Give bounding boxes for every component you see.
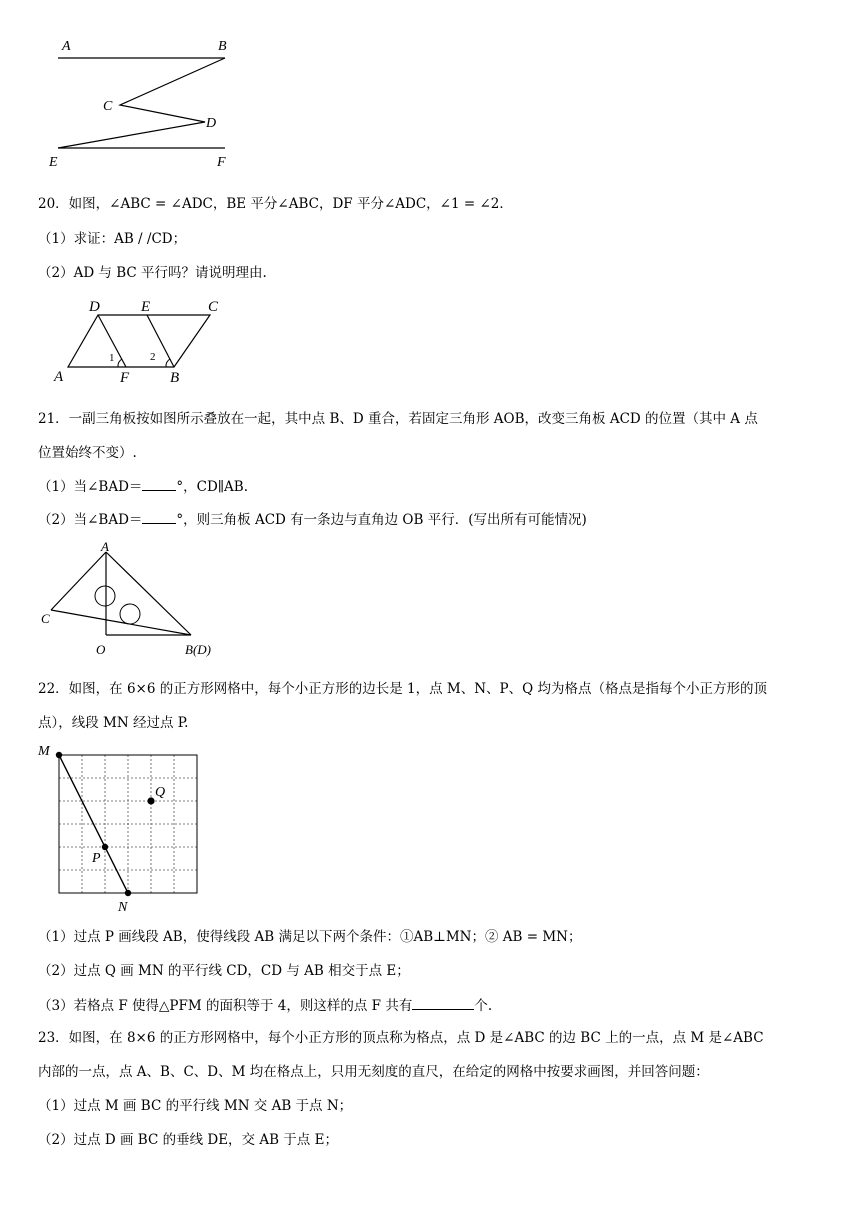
angle-1-arc xyxy=(118,359,122,367)
label-a: A xyxy=(62,39,71,54)
q22-part3 xyxy=(38,995,492,1016)
label-e: E xyxy=(49,155,58,170)
q21-part1-post: °，CD∥AB. xyxy=(176,479,249,495)
q20-stem: 20．如图，∠ABC = ∠ADC，BE 平分∠ABC，DF 平分∠ADC，∠1 = ∠2． xyxy=(38,196,513,212)
q21-part2-blank xyxy=(142,509,176,524)
label-p: P xyxy=(92,851,101,866)
label-f: F xyxy=(217,155,226,170)
label-b: B xyxy=(218,39,227,54)
segment-mn xyxy=(59,755,128,893)
label-o: O xyxy=(96,642,106,657)
q21-part2-post: °，则三角板 ACD 有一条边与直角边 OB 平行．(写出所有可能情况) xyxy=(176,512,587,528)
q23-stem-line1: 23．如图，在 8×6 的正方形网格中，每个小正方形的顶点称为格点，点 D 是∠ABC 的边 BC 上的一点，点 M 是∠ABC xyxy=(38,1030,764,1046)
q22-stem-line2: 点），线段 MN 经过点 P. xyxy=(38,715,189,731)
q23-stem-line2: 内部的一点，点 A、B、C、D、M 均在格点上，只用无刻度的直尺，在给定的网格中按要求画图，并回答问题： xyxy=(38,1064,709,1080)
figure-q21-triangles xyxy=(38,540,228,665)
ruler-hole-2 xyxy=(120,604,140,624)
q20-part2: （2）AD 与 BC 平行吗？请说明理由. xyxy=(38,265,267,281)
q21-part2-pre: （2）当∠BAD＝ xyxy=(38,512,143,528)
q23-part2: （2）过点 D 画 BC 的垂线 DE，交 AB 于点 E； xyxy=(38,1132,338,1148)
q21-part1-blank xyxy=(142,476,176,491)
q21-part1 xyxy=(38,476,248,497)
figure-zigzag-abcdef xyxy=(40,30,250,175)
q22-part1: （1）过点 P 画线段 AB，使得线段 AB 满足以下两个条件：①AB⊥MN；② AB = MN； xyxy=(38,929,582,945)
label-a: A xyxy=(101,540,109,554)
q22-part3-post: 个. xyxy=(474,998,493,1014)
label-q: Q xyxy=(155,785,166,800)
label-c: C xyxy=(208,299,219,315)
point-q xyxy=(147,797,154,804)
outline-adcb xyxy=(68,315,210,367)
q21-part2 xyxy=(38,509,587,530)
label-d: D xyxy=(206,116,217,131)
label-e: E xyxy=(141,299,151,315)
q21-stem-line1: 21．一副三角板按如图所示叠放在一起，其中点 B、D 重合，若固定三角形 AOB，改变三角板 ACD 的位置（其中 A 点 xyxy=(38,411,758,427)
q22-stem-line1: 22．如图，在 6×6 的正方形网格中，每个小正方形的边长是 1，点 M、N、P、Q 均为格点（格点是指每个小正方形的顶 xyxy=(38,681,767,697)
label-f: F xyxy=(120,370,130,386)
label-angle-1: 1 xyxy=(109,352,115,364)
ruler-hole-1 xyxy=(95,586,115,606)
q23-part1: （1）过点 M 画 BC 的平行线 MN 交 AB 于点 N； xyxy=(38,1098,353,1114)
zigzag-bcd xyxy=(58,58,225,148)
point-n xyxy=(125,890,131,896)
q21-part1-pre: （1）当∠BAD＝ xyxy=(38,479,143,495)
point-p xyxy=(102,844,108,850)
q22-part3-pre: （3）若格点 F 使得△PFM 的面积等于 4，则这样的点 F 共有 xyxy=(38,998,413,1014)
label-bd: B(D) xyxy=(185,642,211,657)
label-angle-2: 2 xyxy=(150,351,156,363)
label-c: C xyxy=(41,611,50,626)
label-b: B xyxy=(170,370,180,386)
label-c: C xyxy=(103,99,113,114)
figure-q20-parallelogram xyxy=(48,297,228,387)
q20-part1: （1）求证：AB / /CD； xyxy=(38,231,187,247)
label-a: A xyxy=(54,369,64,385)
segment-ac xyxy=(51,552,106,610)
label-d: D xyxy=(89,299,100,315)
figure-q22-grid xyxy=(36,738,212,914)
dotted-grid xyxy=(59,755,197,893)
label-n: N xyxy=(118,900,128,914)
q22-part2: （2）过点 Q 画 MN 的平行线 CD，CD 与 AB 相交于点 E； xyxy=(38,963,410,979)
label-m: M xyxy=(38,744,50,759)
q21-stem-line2: 位置始终不变）. xyxy=(38,445,137,461)
q22-part3-blank xyxy=(412,995,474,1010)
angle-2-arc xyxy=(166,359,170,367)
point-m xyxy=(56,752,62,758)
